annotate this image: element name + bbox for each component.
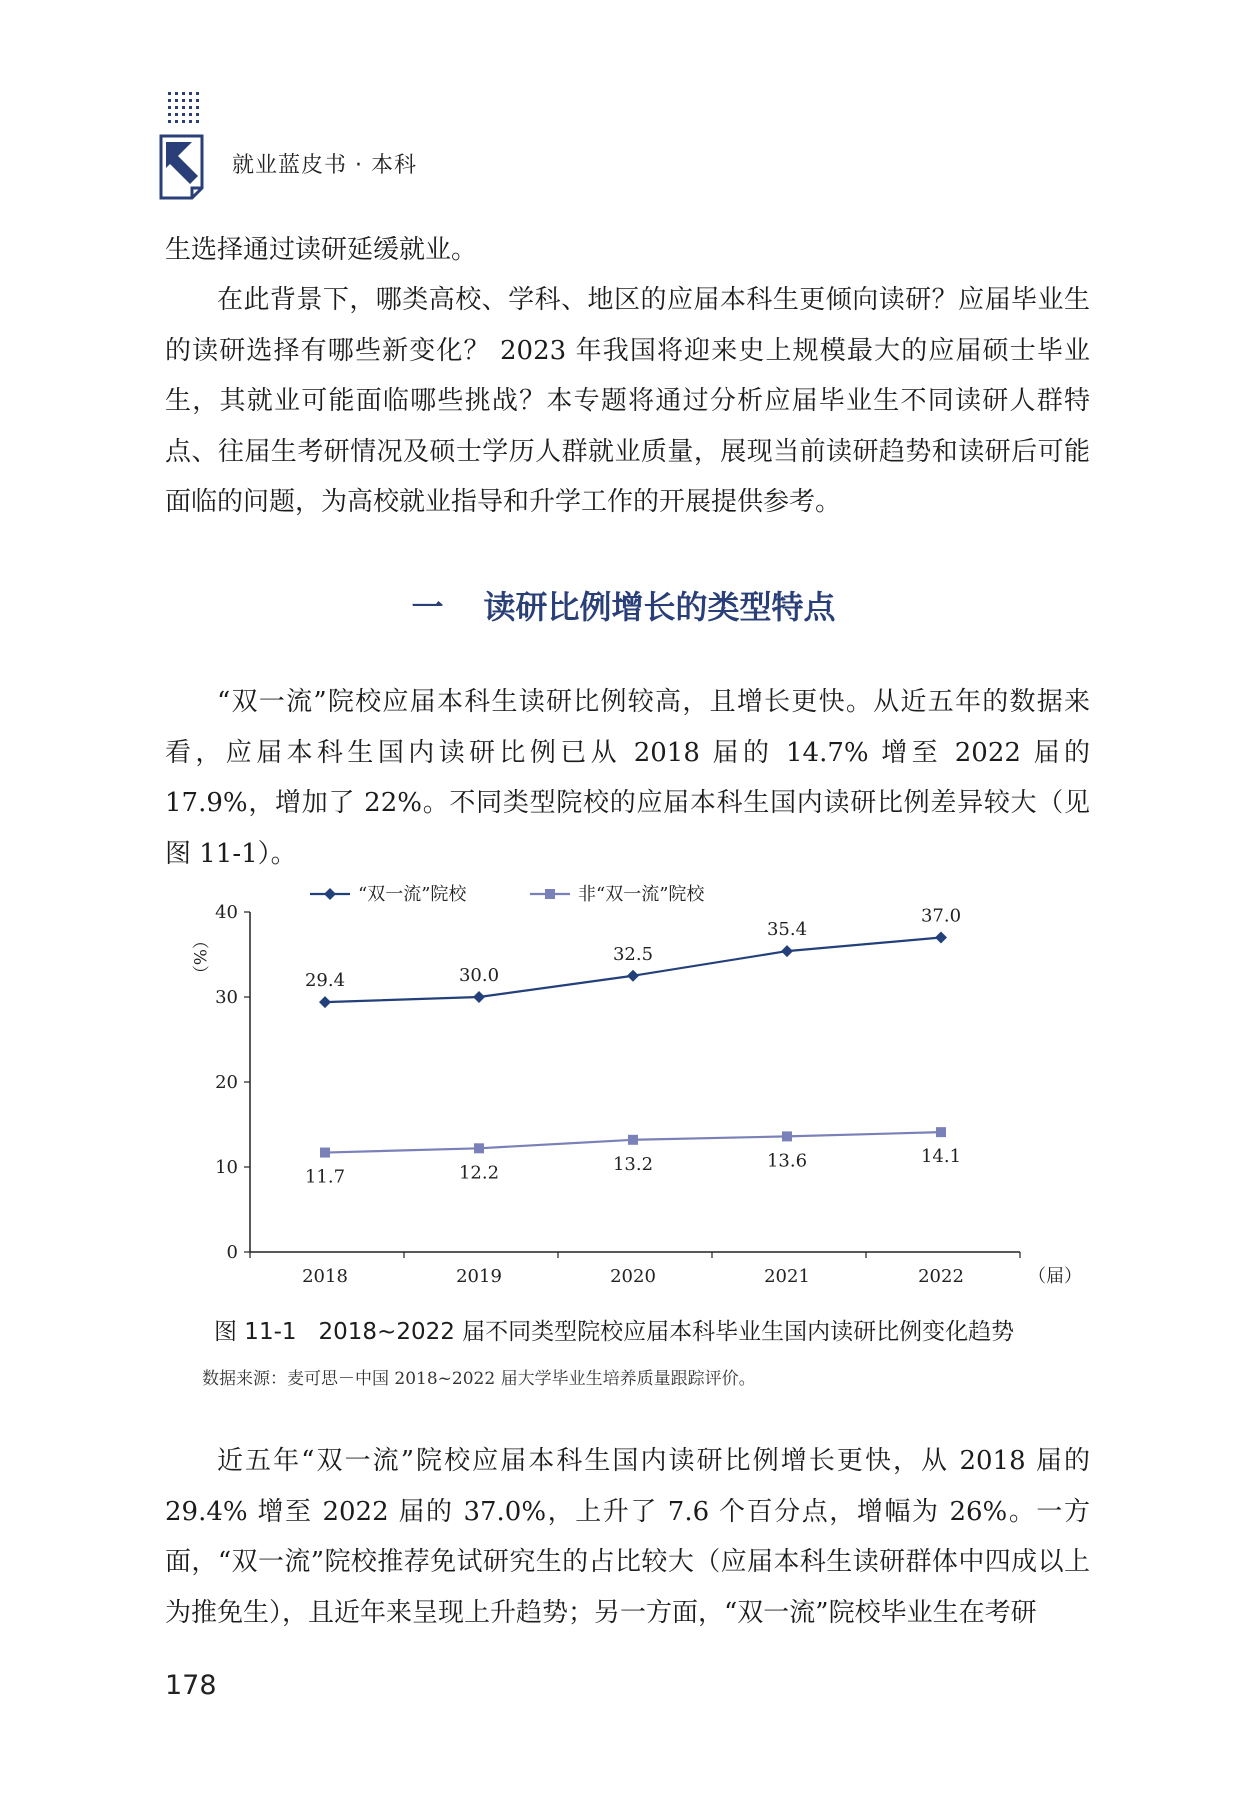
data-label: 30.0 [458,965,500,986]
figure-source: 数据来源：麦可思－中国 2018~2022 届大学毕业生培养质量跟踪评价。 [202,1369,756,1389]
data-point-square [628,1135,638,1145]
data-point-square [936,1127,946,1137]
data-point-diamond [627,970,639,982]
legend-marker-square [545,889,555,899]
publisher-logo [158,88,212,200]
section-title: 读研比例增长的类型特点 [483,588,836,626]
data-point-diamond [473,991,485,1003]
y-tick-label: 30 [215,987,238,1008]
running-header-title: 就业蓝皮书 · 本科 [232,153,417,178]
paragraph-double-first-class: “双一流”院校应届本科生读研比例较高，且增长更快。从近五年的数据来看，应届本科生国内读研比例已从 2018 届的 14.7% 增至 2022 届的 17.9%，增加了 22%。不同类型院校的应届本科生国内读研比例差异较大（见图 11-1）。 [165,687,1090,869]
figure-caption-text: 2018~2022 届不同类型院校应届本科毕业生国内读研比例变化趋势 [318,1319,1015,1345]
figure-number: 图 11-1 [214,1319,297,1345]
data-label: 35.4 [766,919,808,941]
line-chart-svg [180,872,1080,1302]
section-number: 一 [411,588,444,626]
x-tick-label: 2022 [918,1266,964,1287]
legend-label: 非“双一流”院校 [578,884,705,905]
section-heading [0,582,1247,628]
paragraph-continuation: 生选择通过读研延缓就业。 [165,235,478,265]
data-point-square [782,1131,792,1141]
line-chart [180,872,1080,1302]
data-label: 11.7 [304,1166,346,1188]
data-label: 13.6 [766,1150,808,1172]
data-label: 37.0 [920,905,962,927]
paragraph-background: 在此背景下，哪类高校、学科、地区的应届本科生更倾向读研？应届毕业生的读研选择有哪些新变化？ 2023 年我国将迎来史上规模最大的应届硕士毕业生，其就业可能面临哪些挑战？本专题将通过分析应届毕业生不同读研人群特点、往届生考研情况及硕士学历人群就业质量，展现当前读研趋势和读研后可能面临的问题，为高校就业指导和升学工作的开展提供参考。 [165,285,1090,517]
data-point-diamond [935,932,947,944]
data-point-square [474,1143,484,1153]
paragraph-growth-analysis: 近五年“双一流”院校应届本科生国内读研比例增长更快，从 2018 届的 29.4% 增至 2022 届的 37.0%，上升了 7.6 个百分点，增幅为 26%。一方面，“双一流”院校推荐免试研究生的占比较大（应届本科生读研群体中四成以上为推免生），且近年来呈现上升趋势；另一方面，“双一流”院校毕业生在考研 [165,1446,1090,1628]
data-label: 13.2 [612,1153,654,1175]
data-label: 32.5 [612,943,654,965]
data-point-diamond [319,996,331,1008]
legend-marker-diamond [324,888,336,900]
y-tick-label: 10 [215,1157,238,1178]
legend-label: “双一流”院校 [358,884,467,905]
x-axis-label: （届） [1028,1266,1080,1287]
x-tick-label: 2018 [302,1266,348,1287]
data-point-square [320,1148,330,1158]
y-tick-label: 0 [226,1242,238,1263]
data-label: 29.4 [304,970,346,992]
data-label: 12.2 [458,1162,500,1184]
page-number: 178 [165,1670,217,1701]
y-tick-label: 20 [215,1072,238,1093]
y-axis-label: （%） [189,932,209,983]
data-label: 14.1 [920,1146,962,1168]
x-tick-label: 2019 [456,1266,502,1287]
x-tick-label: 2021 [764,1266,810,1287]
x-tick-label: 2020 [610,1266,656,1287]
y-tick-label: 40 [215,902,238,923]
data-point-diamond [781,945,793,957]
figure-caption [214,1313,1014,1346]
